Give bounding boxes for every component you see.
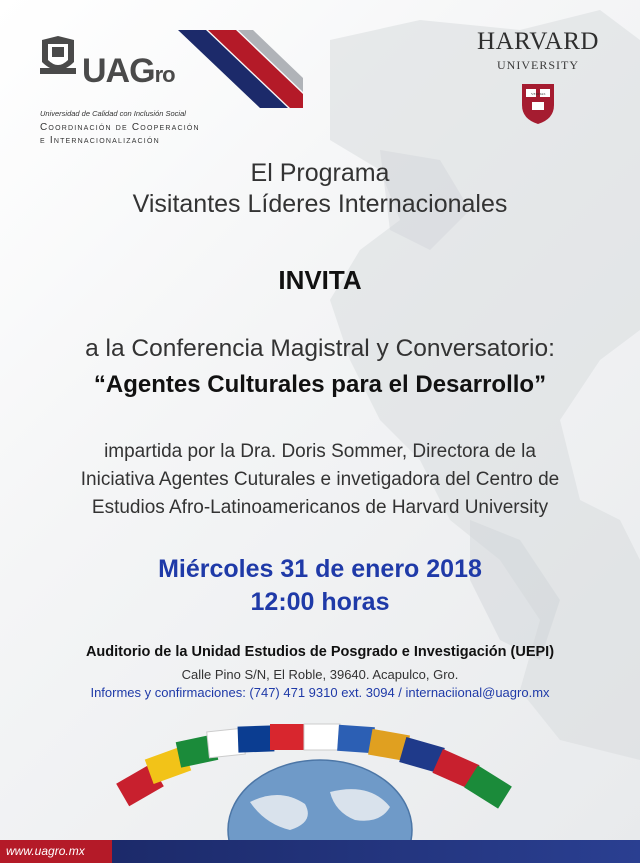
conference-title: “Agentes Culturales para el Desarrollo”	[93, 371, 547, 398]
description-line-2: Iniciativa Agentes Cuturales e invetigadora del Centro de	[80, 469, 560, 490]
uagro-tagline: Universidad de Calidad con Inclusión Social	[40, 109, 186, 118]
contact-info[interactable]: Informes y confirmaciones: (747) 471 9310 ext. 3094 / internaciional@uagro.mx	[90, 685, 550, 700]
address: Calle Pino S/N, El Roble, 39640. Acapulco, Gro.	[181, 667, 459, 682]
footer-red-segment	[0, 840, 112, 863]
venue: Auditorio de la Unidad Estudios de Posgrado e Investigación (UEPI)	[85, 644, 555, 660]
event-datetime	[0, 553, 640, 619]
harvard-logo	[468, 28, 608, 125]
footer-blue-segment	[112, 840, 640, 863]
coordination-line-2: e Internacionalización	[40, 135, 160, 146]
uagro-name: UAGro	[82, 52, 175, 90]
uagro-stripes-graphic	[178, 30, 303, 108]
event-date: Miércoles 31 de enero 2018	[158, 555, 482, 583]
program-line-1: El Programa	[250, 159, 390, 187]
description-line-3: Estudios Afro-Latinoamericanos de Harvard University	[91, 497, 549, 518]
harvard-university: UNIVERSITY	[497, 58, 579, 72]
globe-flags-illustration	[100, 712, 540, 840]
uagro-logo	[38, 30, 268, 146]
uagro-coordination	[40, 121, 200, 147]
footer-bar	[0, 840, 640, 863]
harvard-shield-icon	[521, 83, 555, 125]
harvard-name: HARVARD	[477, 28, 599, 55]
uagro-seal-icon	[38, 34, 78, 78]
program-heading	[0, 158, 640, 220]
harvard-shield-text: VERITAS	[531, 92, 546, 96]
coordination-line-1: Coordinación de Cooperación	[40, 122, 200, 133]
program-line-2: Visitantes Líderes Internacionales	[132, 190, 508, 218]
footer-url-link[interactable]: www.uagro.mx	[6, 844, 85, 858]
description-line-1: impartida por la Dra. Doris Sommer, Directora de la	[104, 441, 536, 462]
conference-intro: a la Conferencia Magistral y Conversatorio:	[85, 335, 555, 362]
invita-heading: INVITA	[278, 265, 362, 295]
speaker-description	[0, 438, 640, 522]
event-time: 12:00 horas	[250, 588, 390, 616]
